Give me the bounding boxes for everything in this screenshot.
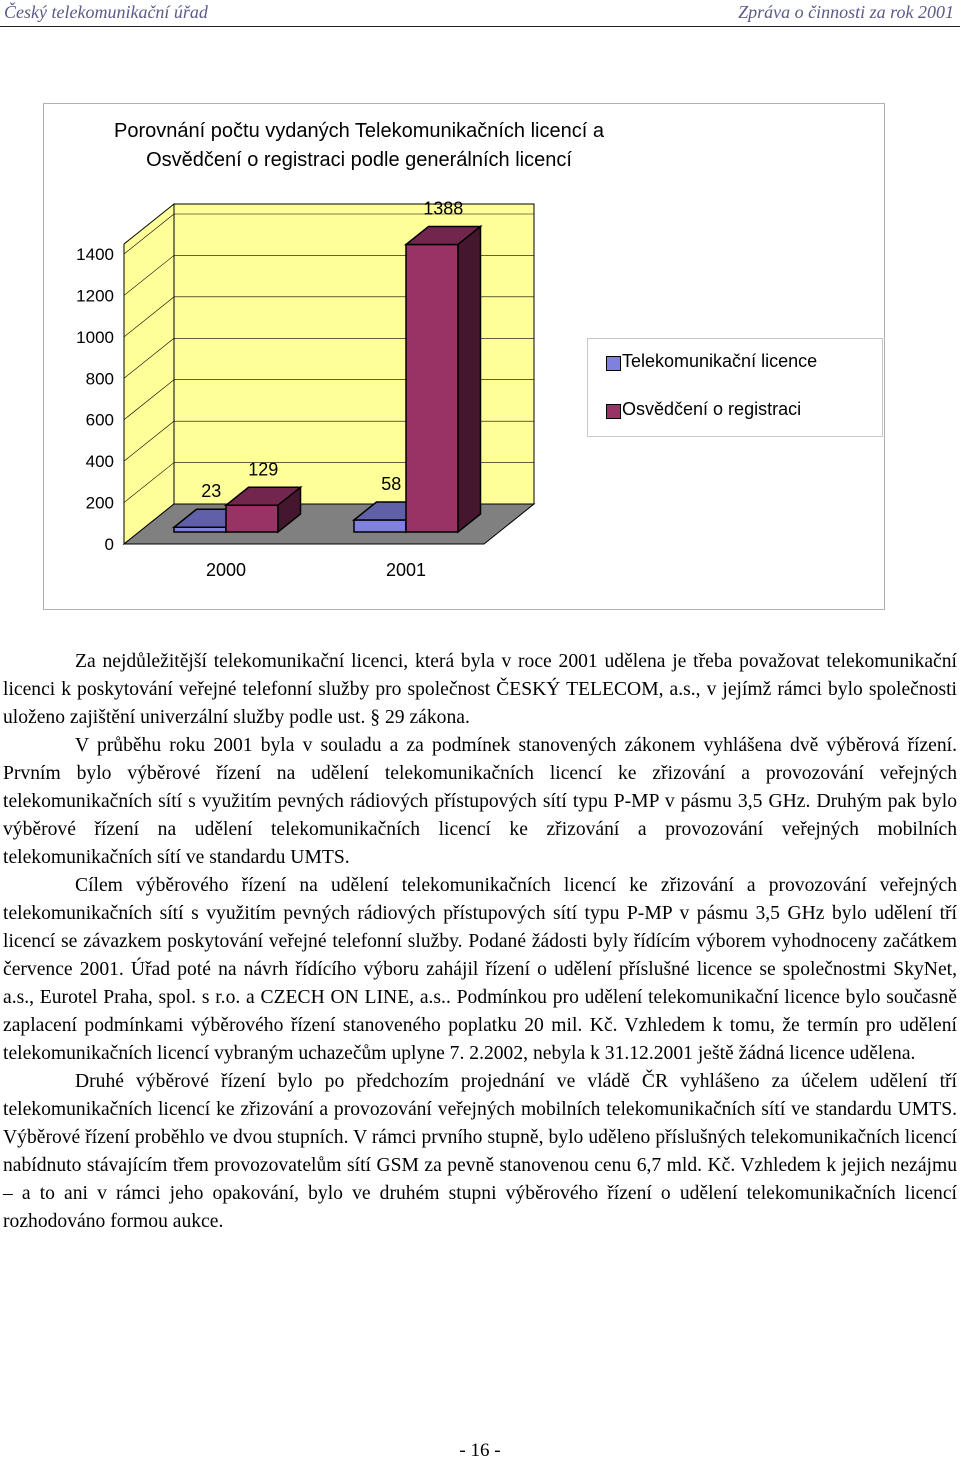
y-tick-label: 0 bbox=[104, 535, 114, 554]
legend-item-licence bbox=[622, 351, 817, 372]
bar-data-label: 1388 bbox=[423, 198, 464, 219]
chart-title-line1: Porovnání počtu vydaných Telekomunikačních licencí a bbox=[114, 120, 604, 142]
y-tick-label: 1000 bbox=[76, 327, 114, 347]
bar-data-label: 23 bbox=[201, 481, 222, 502]
paragraph-4: Druhé výběrové řízení bylo po předchozím projednání ve vládě ČR vyhlášeno za účelem udělení tří telekomunikačních licencí ke zřizování a provozování veřejných mobilních telekomunikačních sítí ve standardu UMTS. Výběrové řízení proběhlo ve dvou stupních. V rámci prvního stupně, bylo uděleno příslušných telekomunikačních licencí nabídnuto stávajícím třem provozovatelům sítí GSM za pevně stanovenou cenu 6,7 mld. Kč. Vzhledem k jejich nezájmu – a to ani v rámci jeho opakování, bylo ve druhém stupni výběrového řízení o udělení telekomunikačních licencí rozhodováno formou aukce. bbox=[3, 1071, 957, 1232]
bar-data-label: 58 bbox=[381, 473, 402, 494]
legend-label-registrace: Osvědčení o registraci bbox=[622, 399, 802, 419]
page-header bbox=[0, 0, 960, 26]
chart-legend bbox=[587, 338, 883, 437]
legend-swatch-licence bbox=[606, 356, 621, 371]
bar-data-label: 129 bbox=[248, 459, 279, 480]
y-tick-label: 600 bbox=[85, 410, 114, 430]
paragraph-3: Cílem výběrového řízení na udělení telekomunikačních licencí ke zřizování a provozování veřejných telekomunikačních sítí s využitím pevných rádiových přístupových sítí typu P-MP v pásmu 3,5 GHz bylo udělení tří licencí se závazkem poskytování veřejné telefonní služby. Podané žádosti byly řídícím výborem vyhodnoceny začátkem července 2001. Úřad poté na návrh řídícího výboru zahájil řízení o udělení příslušné licence se společnostmi SkyNet, a.s., Eurotel Praha, spol. s r.o. a CZECH ON LINE, a.s.. Podmínkou pro udělení telekomunikační licence bylo současně zaplacení podmínkami výběrového řízení stanoveného poplatku 20 mil. Kč. Vzhledem k tomu, že termín pro udělení telekomunikačních licencí vybraným uchazečům uplyne 7. 2.2002, nebyla k 31.12.2001 ještě žádná licence udělena. bbox=[3, 875, 957, 1064]
y-tick-label: 1400 bbox=[76, 245, 114, 264]
y-tick-label: 200 bbox=[85, 493, 114, 513]
chart-frame bbox=[43, 103, 885, 610]
bar-side bbox=[458, 226, 481, 532]
legend-swatch-registrace bbox=[606, 404, 621, 419]
paragraph-2: V průběhu roku 2001 byla v souladu a za podmínek stanovených zákonem vyhlášena dvě výběrová řízení. Prvním bylo výběrové řízení na udělení telekomunikačních licencí ke zřizování a provozování veřejných telekomunikačních sítí s využitím pevných rádiových přístupových sítí typu P-MP v pásmu 3,5 GHz. Druhým pak bylo výběrové řízení na udělení telekomunikačních licencí ke zřizování a provozování veřejných mobilních telekomunikačních sítí ve standardu UMTS. bbox=[3, 735, 957, 868]
bar-front bbox=[226, 505, 278, 532]
header-organization: Český telekomunikační úřad bbox=[4, 2, 208, 22]
chart-title-line2: Osvědčení o registraci podle generálních licencí bbox=[146, 149, 572, 171]
y-tick-label: 400 bbox=[85, 452, 114, 472]
paragraph-1: Za nejdůležitější telekomunikační licenci, která byla v roce 2001 udělena je třeba považovat telekomunikační licenci k poskytování veřejné telefonní služby pro společnost ČESKÝ TELECOM, a.s., v jejímž rámci bylo společnosti uloženo zajištění univerzální služby podle ust. § 29 zákona. bbox=[3, 651, 957, 728]
chart-side-wall bbox=[124, 204, 174, 544]
bar-front bbox=[354, 520, 406, 532]
x-tick-label: 2000 bbox=[205, 560, 247, 580]
header-report-title: Zpráva o činnosti za rok 2001 bbox=[738, 2, 954, 22]
bar-front bbox=[406, 244, 458, 532]
y-tick-label: 800 bbox=[85, 369, 114, 389]
legend-item-registrace bbox=[622, 399, 801, 420]
body-text bbox=[3, 648, 957, 1236]
legend-label-licence: Telekomunikační licence bbox=[622, 351, 818, 371]
header-rule bbox=[0, 26, 960, 27]
y-tick-label: 1200 bbox=[76, 286, 114, 306]
x-tick-label: 2001 bbox=[385, 560, 427, 580]
page-number: - 16 - bbox=[459, 1440, 501, 1461]
